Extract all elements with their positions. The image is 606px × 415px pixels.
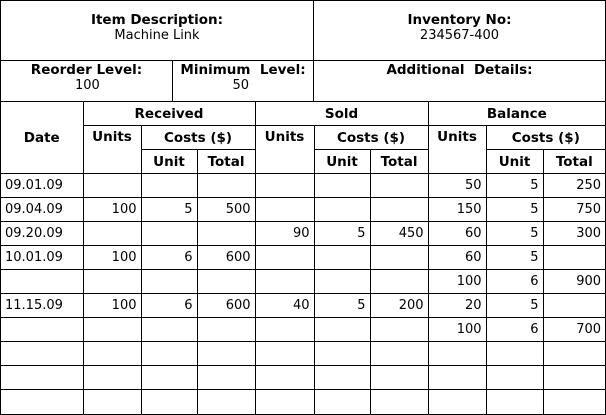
inventory-no-label: Inventory No: [407,12,512,28]
balance-unit-cost-cell [486,366,543,390]
date-cell [1,390,83,414]
sold-total-cell [370,342,428,366]
date-cell: 10.01.09 [1,246,83,270]
table-row [1,366,605,390]
balance-total-cell [543,390,605,414]
sold-unit-cost-cell [314,390,370,414]
balance-units-cell: 50 [428,174,486,198]
sold-unit-cost-cell [314,198,370,222]
sold-units-cell: 90 [255,222,314,246]
sold-units-cell: 40 [255,294,314,318]
received-units-cell: 100 [83,246,141,270]
received-unit-cost-cell [141,174,197,198]
minimum-level-value: 50 [232,78,249,93]
date-cell: 09.04.09 [1,198,83,222]
received-units-cell [83,270,141,294]
sold-units-cell [255,366,314,390]
inventory-no-value: 234567-400 [419,28,500,43]
balance-unit-cost-cell: 6 [486,318,543,342]
date-header: Date [1,102,83,174]
item-description-value: Machine Link [114,28,200,43]
received-unit-cost-cell [141,342,197,366]
balance-total-cell [543,246,605,270]
received-total-cell [197,270,255,294]
balance-unit-cost-cell: 5 [486,174,543,198]
balance-unit-cost-cell: 5 [486,198,543,222]
balance-units-cell: 100 [428,318,486,342]
sold-unit-cost-cell: 5 [314,294,370,318]
received-total-header: Total [197,150,255,174]
additional-details-label: Additional Details: [386,62,533,78]
balance-total-cell [543,366,605,390]
received-header: Received [83,102,255,126]
balance-total-cell: 900 [543,270,605,294]
received-unit-cost-cell [141,270,197,294]
received-total-cell: 600 [197,246,255,270]
balance-unit-cost-cell: 6 [486,270,543,294]
date-cell [1,366,83,390]
balance-total-cell: 250 [543,174,605,198]
balance-unit-cost-cell: 5 [486,294,543,318]
minimum-level-label: Minimum Level: [180,62,306,78]
table-row [1,174,605,198]
received-unit-cost-cell [141,318,197,342]
balance-units-cell [428,366,486,390]
balance-total-cell: 300 [543,222,605,246]
sold-total-cell [370,198,428,222]
sold-total-cell [370,318,428,342]
date-cell [1,342,83,366]
received-unit-cost-cell [141,366,197,390]
balance-units-cell: 150 [428,198,486,222]
received-unit-header: Unit [141,150,197,174]
received-total-cell: 600 [197,294,255,318]
sold-units-cell [255,246,314,270]
sold-unit-header: Unit [314,150,370,174]
sold-units-cell [255,270,314,294]
balance-total-cell [543,342,605,366]
stock-ledger-table [1,101,605,414]
received-total-cell [197,390,255,414]
table-row [1,246,605,270]
received-total-cell [197,342,255,366]
table-row [1,318,605,342]
table-row [1,294,605,318]
received-units-cell [83,174,141,198]
balance-units-header: Units [428,126,486,174]
received-total-cell: 500 [197,198,255,222]
balance-total-cell [543,294,605,318]
balance-unit-cost-cell [486,342,543,366]
reorder-level-label: Reorder Level: [30,62,143,78]
sold-units-cell [255,342,314,366]
received-units-cell [83,366,141,390]
balance-unit-header: Unit [486,150,543,174]
sold-total-cell [370,270,428,294]
balance-units-cell: 100 [428,270,486,294]
table-row [1,342,605,366]
sold-total-cell [370,174,428,198]
sold-unit-cost-cell: 5 [314,222,370,246]
sold-unit-cost-cell [314,246,370,270]
balance-units-cell: 20 [428,294,486,318]
balance-total-header: Total [543,150,605,174]
date-cell: 09.20.09 [1,222,83,246]
sold-unit-cost-cell [314,174,370,198]
received-total-cell [197,366,255,390]
received-costs-header: Costs ($) [141,126,255,150]
table-row [1,222,605,246]
balance-unit-cost-cell [486,390,543,414]
received-unit-cost-cell [141,222,197,246]
sold-total-cell [370,246,428,270]
sold-units-cell [255,174,314,198]
received-units-header: Units [83,126,141,174]
received-units-cell: 100 [83,198,141,222]
sold-total-cell [370,366,428,390]
sold-total-cell: 200 [370,294,428,318]
item-description-label: Item Description: [90,12,224,28]
received-units-cell [83,390,141,414]
item-description-cell [1,1,314,61]
reorder-level-value: 100 [75,78,100,93]
sold-unit-cost-cell [314,342,370,366]
table-row [1,390,605,414]
minimum-level-cell [173,61,314,101]
sold-unit-cost-cell [314,366,370,390]
received-units-cell: 100 [83,294,141,318]
balance-unit-cost-cell: 5 [486,222,543,246]
balance-units-cell [428,390,486,414]
sold-total-header: Total [370,150,428,174]
date-cell [1,270,83,294]
received-units-cell [83,342,141,366]
received-unit-cost-cell [141,390,197,414]
sold-units-cell [255,390,314,414]
reorder-level-cell [1,61,173,101]
date-cell: 11.15.09 [1,294,83,318]
balance-units-cell [428,342,486,366]
sold-units-header: Units [255,126,314,174]
sold-unit-cost-cell [314,270,370,294]
balance-units-cell: 60 [428,246,486,270]
received-units-cell [83,318,141,342]
balance-unit-cost-cell: 5 [486,246,543,270]
sold-total-cell [370,390,428,414]
received-units-cell [83,222,141,246]
date-cell: 09.01.09 [1,174,83,198]
balance-total-cell: 700 [543,318,605,342]
sold-total-cell: 450 [370,222,428,246]
sold-costs-header: Costs ($) [314,126,428,150]
additional-details-cell [314,61,605,101]
sold-header: Sold [255,102,428,126]
received-total-cell [197,174,255,198]
received-unit-cost-cell: 5 [141,198,197,222]
received-unit-cost-cell: 6 [141,294,197,318]
received-total-cell [197,318,255,342]
balance-total-cell: 750 [543,198,605,222]
balance-header: Balance [428,102,605,126]
received-unit-cost-cell: 6 [141,246,197,270]
sold-units-cell [255,318,314,342]
received-total-cell [197,222,255,246]
balance-costs-header: Costs ($) [486,126,605,150]
balance-units-cell: 60 [428,222,486,246]
sold-unit-cost-cell [314,318,370,342]
table-row [1,270,605,294]
inventory-no-cell [314,1,605,61]
table-row [1,198,605,222]
date-cell [1,318,83,342]
sold-units-cell [255,198,314,222]
